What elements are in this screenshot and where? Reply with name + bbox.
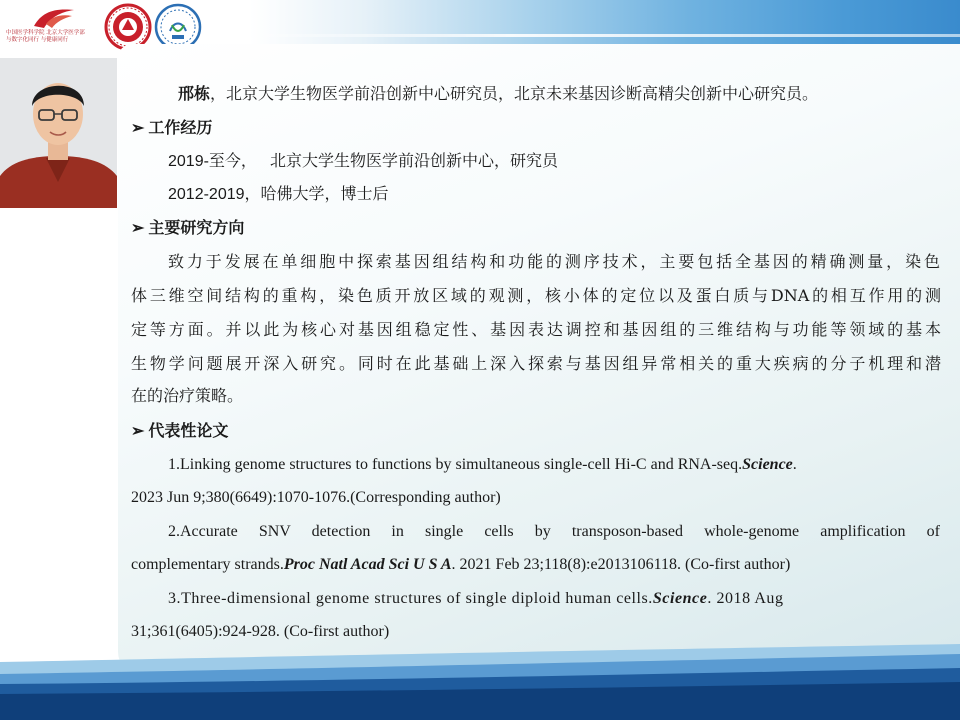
bottom-wave-band xyxy=(0,640,960,720)
paper-2-line-2 xyxy=(131,555,941,575)
papers-heading xyxy=(131,421,228,441)
research-line-1: 致力于发展在单细胞中探索基因组结构和功能的测序技术，主要包括全基因的精确测量，染色 xyxy=(168,252,940,271)
university-logo xyxy=(6,4,98,48)
swoosh-logo-icon xyxy=(32,4,76,30)
papers-heading-label: 代表性论文 xyxy=(148,421,229,440)
paper-3-title-wrap xyxy=(168,589,784,609)
paper-3-line-1 xyxy=(168,589,940,609)
research-heading-label: 主要研究方向 xyxy=(148,218,245,237)
paper-1-title: 1.Linking genome structures to functions by simultaneous single-cell Hi-C and RNA-seq. xyxy=(168,456,743,473)
portrait-icon xyxy=(0,58,117,208)
profile-line xyxy=(178,84,818,104)
person-name: 邢栋 xyxy=(178,84,211,103)
paper-1-journal: Science xyxy=(742,456,793,473)
work-years-1: 2019-至今， xyxy=(168,153,257,170)
header-divider xyxy=(205,34,960,37)
logo-tagline-1: 中国医学科学院 北京大学医学部 xyxy=(6,30,85,36)
paper-2-citation: . 2021 Feb 23;118(8):e2013106118. (Co-first author) xyxy=(451,556,791,573)
arrow-bullet-icon: ➢ xyxy=(131,421,145,440)
logo-tagline-2: 与数字化同行 与健康同行 xyxy=(6,37,69,43)
research-line-2: 体三维空间结构的重构，染色质开放区域的观测，核小体的定位以及蛋白质与DNA的相互作用的测 xyxy=(131,286,941,305)
paper-3-tail: . 2018 Aug xyxy=(707,590,784,607)
paper-2-title-end: complementary strands. xyxy=(131,556,284,573)
paper-3-title: 3.Three-dimensional genome structures of single diploid human cells. xyxy=(168,590,653,607)
arrow-bullet-icon: ➢ xyxy=(131,218,145,237)
portrait-photo xyxy=(0,58,117,208)
research-line-3: 定等方面。并以此为核心对基因组稳定性、基因表达调控和基因组的三维结构与功能等领域的基本 xyxy=(131,320,941,339)
paper-2-line-1: 2.Accurate SNV detection in single cells by transposon-based whole-genome amplification of xyxy=(168,523,940,540)
paper-3-line-2: 31;361(6405):924-928. (Co-first author) xyxy=(131,623,390,640)
person-title: ，北京大学生物医学前沿创新中心研究员，北京未来基因诊断高精尖创新中心研究员。 xyxy=(210,84,819,103)
work-detail-2: ，哈佛大学，博士后 xyxy=(244,184,389,203)
work-item-2 xyxy=(168,184,389,205)
research-line-5: 在的治疗策略。 xyxy=(131,386,244,405)
research-line-4: 生物学问题展开深入研究。同时在此基础上深入探索与基因组异常相关的重大疾病的分子机理和潜 xyxy=(131,354,941,373)
work-heading xyxy=(131,118,212,138)
work-item-1 xyxy=(168,151,558,172)
work-years-2: 2012-2019 xyxy=(168,186,245,203)
arrow-bullet-icon: ➢ xyxy=(131,118,145,137)
paper-2-journal: Proc Natl Acad Sci U S A xyxy=(283,556,452,573)
paper-3-journal: Science xyxy=(652,590,708,607)
paper-1-tail: . xyxy=(792,456,797,473)
work-detail-1: 北京大学生物医学前沿创新中心，研究员 xyxy=(270,151,559,170)
paper-1-line-1 xyxy=(168,455,940,475)
research-heading xyxy=(131,218,244,238)
work-heading-label: 工作经历 xyxy=(148,118,213,137)
paper-1-line-2: 2023 Jun 9;380(6649):1070-1076.(Corresponding author) xyxy=(131,489,501,506)
